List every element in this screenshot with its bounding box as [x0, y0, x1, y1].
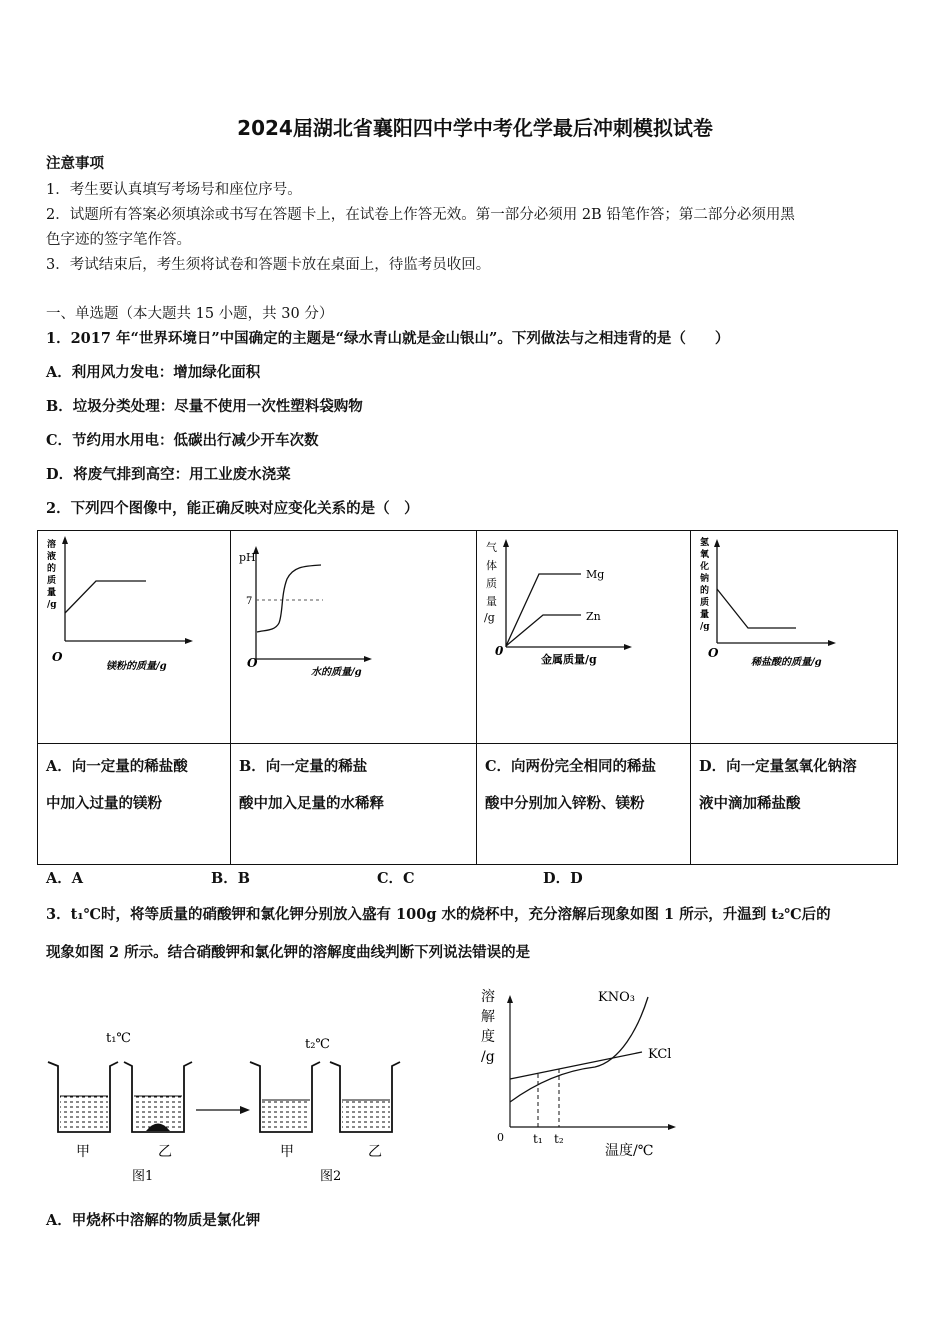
- graph-b-cell: [231, 531, 477, 744]
- graph-c-ylabel: /g: [484, 611, 495, 624]
- q2-graph-table: [37, 530, 898, 865]
- fig2-temp: t₂℃: [305, 1037, 330, 1052]
- fig1-yi: 乙: [158, 1144, 172, 1160]
- fig1-label: 图1: [132, 1169, 154, 1184]
- caption-b: B．向一定量的稀盐 酸中加入足量的水稀释: [239, 758, 384, 812]
- caption-c: C．向两份完全相同的稀盐 酸中分别加入锌粉、镁粉: [485, 758, 657, 812]
- beaker-2-yi: [330, 1062, 400, 1132]
- graph-c-ylabel: 质: [486, 577, 497, 590]
- notice-item: 2．试题所有答案必须填涂或书写在答题卡上，在试卷上作答无效。第一部分必须用 2B 铅笔作答；第二部分必须用黑: [46, 207, 795, 223]
- curve-origin: 0: [497, 1131, 504, 1144]
- notice-item: 1．考生要认真填写考场号和座位序号。: [46, 182, 302, 198]
- q2-answer-d: D．D: [543, 870, 583, 887]
- curve-ylabel: 解: [481, 1009, 495, 1025]
- curve-xlabel: 温度/℃: [605, 1143, 654, 1159]
- beaker-1-yi: [124, 1062, 192, 1132]
- graph-d-ylabel: 质: [700, 598, 710, 608]
- beaker-figures: [40, 1020, 420, 1190]
- graph-c-zn-label: Zn: [586, 610, 601, 623]
- graph-d-ylabel: /g: [700, 622, 710, 632]
- caption-d: D．向一定量氢氧化钠溶 液中滴加稀盐酸: [699, 758, 857, 812]
- graph-a-ylabel: 的: [47, 564, 57, 574]
- q1-option-b: B．垃圾分类处理：尽量不使用一次性塑料袋购物: [46, 398, 363, 415]
- beaker-2-jia: [250, 1062, 320, 1132]
- graph-a-cell: [38, 531, 231, 744]
- q3-option-a: A．甲烧杯中溶解的物质是氯化钾: [46, 1212, 261, 1229]
- curve-ylabel: 度: [481, 1029, 495, 1045]
- graph-c-origin: 0: [495, 644, 504, 658]
- graph-a: [38, 531, 231, 739]
- notice-item: 色字迹的签字笔作答。: [46, 232, 191, 248]
- graph-d-ylabel: 量: [700, 610, 710, 620]
- q3-stem-line1: 3．t₁℃时，将等质量的硝酸钾和氯化钾分别放入盛有 100g 水的烧杯中，充分溶解后现象如图 1 所示，升温到 t₂℃后的: [46, 906, 831, 923]
- graph-a-ylabel: 质: [47, 576, 57, 586]
- graph-d-cell: [691, 531, 898, 744]
- fig2-jia: 甲: [280, 1144, 294, 1160]
- graph-c-ylabel: 体: [486, 559, 497, 572]
- graph-d-ylabel: 氢: [700, 538, 710, 548]
- graph-c: [477, 531, 691, 739]
- curve-t2: t₂: [554, 1132, 564, 1146]
- fig1-temp: t₁℃: [106, 1031, 131, 1046]
- caption-a: A．向一定量的稀盐酸 中加入过量的镁粉: [46, 758, 188, 812]
- graph-d-ylabel: 的: [700, 586, 710, 596]
- kcl-curve: [510, 1052, 642, 1079]
- curve-ylabel: 溶: [481, 989, 495, 1005]
- graph-a-xlabel: 镁粉的质量/g: [106, 661, 167, 672]
- q2-answer-c: C．C: [377, 870, 415, 887]
- beaker-1-jia: [48, 1062, 118, 1132]
- solubility-curve: [470, 975, 700, 1165]
- curve-t1: t₁: [533, 1132, 543, 1146]
- graph-a-ylabel: 量: [47, 588, 57, 598]
- graph-a-ylabel: 液: [47, 552, 57, 562]
- graph-b-tick7: 7: [246, 596, 253, 607]
- curve-kno3-label: KNO₃: [598, 990, 635, 1005]
- graph-d-ylabel: 氧: [700, 550, 710, 560]
- q1-option-a: A．利用风力发电：增加绿化面积: [46, 364, 261, 381]
- q2-answer-b: B．B: [211, 870, 251, 887]
- curve-kcl-label: KCl: [648, 1047, 672, 1062]
- kno3-curve: [510, 997, 648, 1102]
- graph-c-xlabel: 金属质量/g: [541, 653, 597, 666]
- graph-b-ylabel: pH: [239, 551, 256, 564]
- fig2-yi: 乙: [368, 1144, 382, 1160]
- graph-b-xlabel: 水的质量/g: [311, 667, 362, 678]
- q2-stem: 2．下列四个图像中，能正确反映对应变化关系的是（ ）: [46, 500, 419, 517]
- graph-d: [691, 531, 898, 739]
- section-heading: 一、单选题（本大题共 15 小题，共 30 分）: [46, 306, 334, 322]
- graph-a-ylabel: /g: [47, 600, 57, 610]
- graph-d-ylabel: 化: [700, 562, 710, 572]
- graph-c-cell: [477, 531, 691, 744]
- notice-item: 3．考试结束后，考生须将试卷和答题卡放在桌面上，待监考员收回。: [46, 257, 491, 273]
- graph-a-origin: O: [52, 650, 63, 664]
- graph-d-origin: O: [708, 646, 719, 660]
- q1-option-c: C．节约用水用电：低碳出行减少开车次数: [46, 432, 319, 449]
- q3-stem-line2: 现象如图 2 所示。结合硝酸钾和氯化钾的溶解度曲线判断下列说法错误的是: [46, 944, 531, 961]
- q2-answer-a: A．A: [46, 870, 84, 887]
- graph-c-mg-label: Mg: [586, 568, 605, 581]
- graph-c-ylabel: 气: [486, 541, 497, 554]
- graph-c-ylabel: 量: [486, 595, 497, 608]
- graph-b: [231, 531, 477, 739]
- curve-ylabel: /g: [481, 1049, 495, 1065]
- q1-stem: 1．2017 年“世界环境日”中国确定的主题是“绿水青山就是金山银山”。下列做法与之相违背的是（ ）: [46, 330, 730, 347]
- q1-option-d: D．将废气排到高空：用工业废水浇菜: [46, 466, 291, 483]
- fig1-jia: 甲: [76, 1144, 90, 1160]
- fig2-label: 图2: [320, 1169, 342, 1184]
- page-title: 2024届湖北省襄阳四中学中考化学最后冲刺模拟试卷: [237, 116, 713, 140]
- graph-d-xlabel: 稀盐酸的质量/g: [751, 657, 822, 668]
- graph-b-origin: O: [247, 656, 258, 670]
- graph-d-ylabel: 钠: [700, 574, 710, 584]
- graph-a-ylabel: 溶: [47, 540, 57, 550]
- notice-heading: 注意事项: [46, 155, 104, 172]
